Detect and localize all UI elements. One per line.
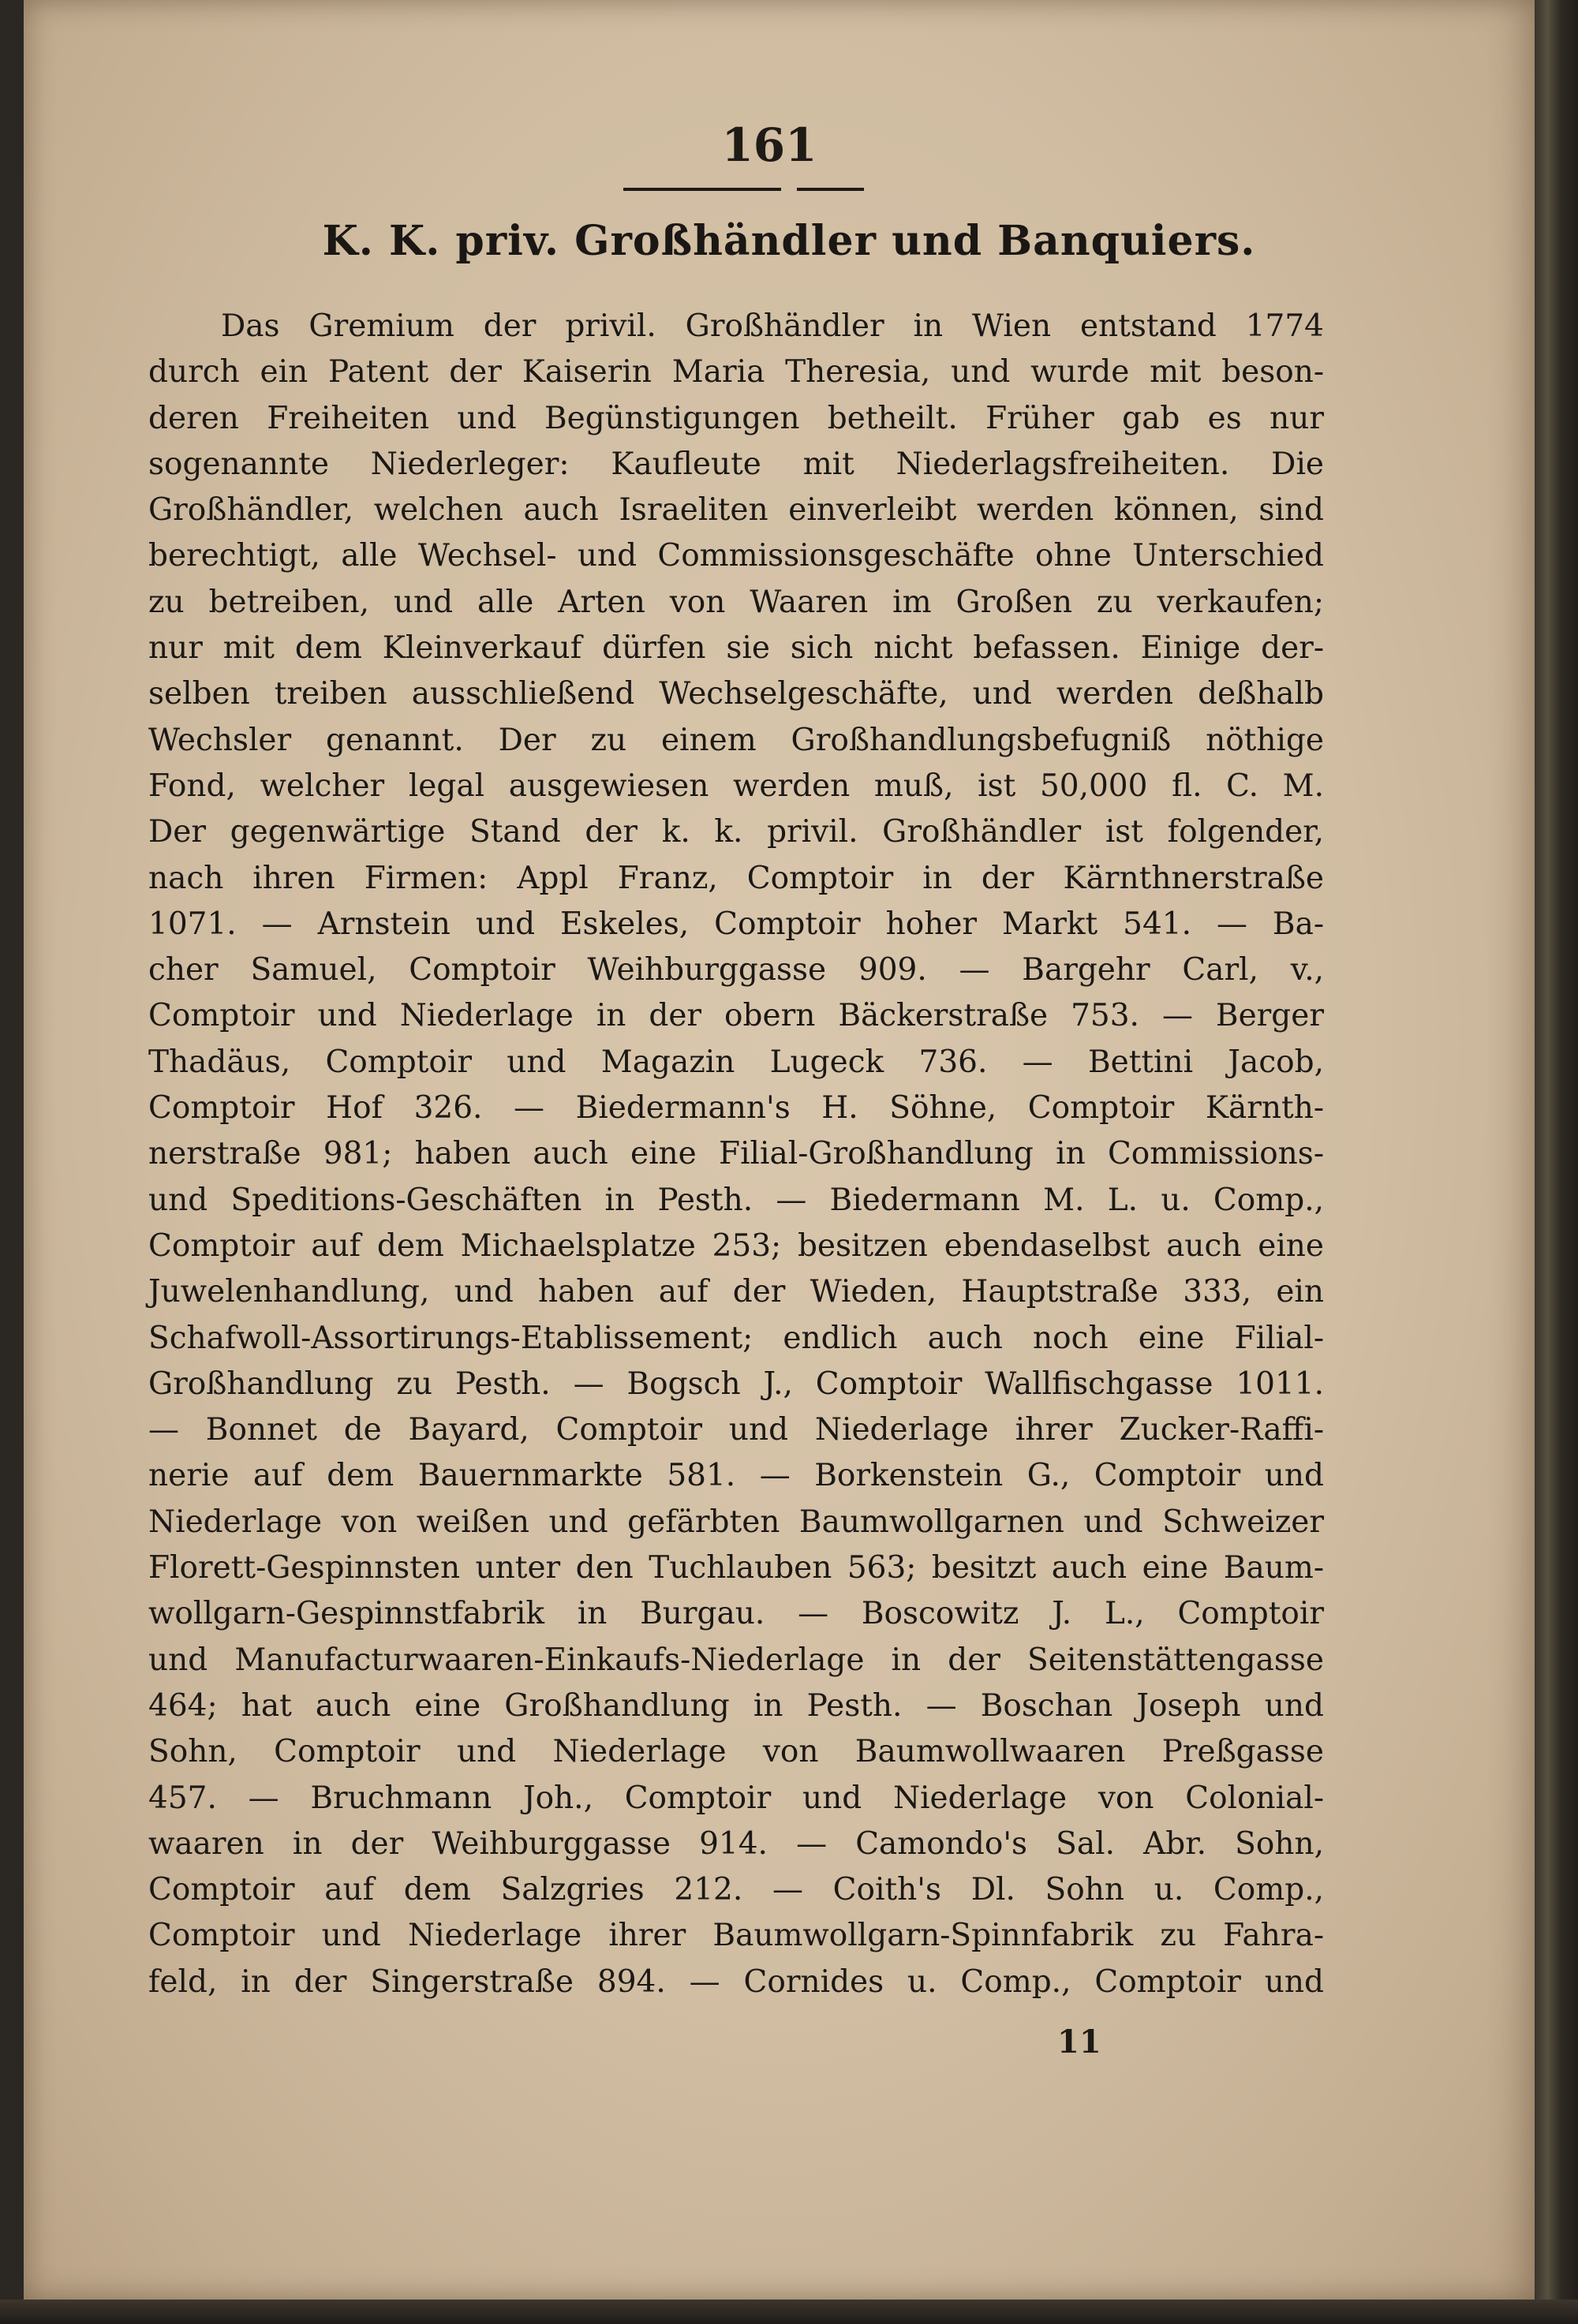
section-heading: K. K. priv. Großhändler und Banquiers.	[322, 217, 1256, 265]
text-line: nerstraße 981; haben auch eine Filial-Großhandlung in Commissions-	[148, 1136, 1324, 1172]
header-rule-left	[623, 188, 781, 191]
text-line: Sohn, Comptoir und Niederlage von Baumwollwaaren Preßgasse	[148, 1734, 1324, 1770]
text-line: feld, in der Singerstraße 894. — Cornides u. Comp., Comptoir und	[148, 1963, 1324, 2000]
book-edge-bottom	[0, 2300, 1578, 2324]
text-line: Wechsler genannt. Der zu einem Großhandlungsbefugniß nöthige	[148, 722, 1324, 758]
text-line: nur mit dem Kleinverkauf dürfen sie sich nicht befassen. Einige der-	[148, 630, 1324, 667]
text-line: 1071. — Arnstein und Eskeles, Comptoir hoher Markt 541. — Ba-	[148, 906, 1324, 942]
text-line: Schafwoll-Assortirungs-Etablissement; endlich auch noch eine Filial-	[148, 1320, 1324, 1356]
text-line: Juwelenhandlung, und haben auf der Wieden, Hauptstraße 333, ein	[148, 1274, 1324, 1310]
text-line: cher Samuel, Comptoir Weihburggasse 909. — Bargehr Carl, v.,	[148, 952, 1324, 988]
text-line: sogenannte Niederleger: Kaufleute mit Niederlagsfreiheiten. Die	[148, 446, 1324, 482]
text-line: 464; hat auch eine Großhandlung in Pesth. — Boschan Joseph und	[148, 1687, 1324, 1724]
header-rule-right	[797, 188, 864, 191]
text-line: Comptoir auf dem Michaelsplatze 253; besitzen ebendaselbst auch eine	[148, 1227, 1324, 1264]
book-edge-right	[1535, 0, 1578, 2324]
text-line: Comptoir auf dem Salzgries 212. — Coith's Dl. Sohn u. Comp.,	[148, 1872, 1324, 1908]
text-line: und Speditions-Geschäften in Pesth. — Biedermann M. L. u. Comp.,	[148, 1182, 1324, 1218]
text-line: waaren in der Weihburggasse 914. — Camondo's Sal. Abr. Sohn,	[148, 1825, 1324, 1862]
text-line: Großhandlung zu Pesth. — Bogsch J., Comptoir Wallfischgasse 1011.	[148, 1366, 1324, 1402]
signature-mark: 11	[1057, 2023, 1101, 2061]
text-line: zu betreiben, und alle Arten von Waaren im Großen zu verkaufen;	[148, 584, 1324, 620]
text-line: Florett-Gespinnsten unter den Tuchlauben 563; besitzt auch eine Baum-	[148, 1550, 1324, 1586]
text-line: Großhändler, welchen auch Israeliten einverleibt werden können, sind	[148, 492, 1324, 529]
text-line: 457. — Bruchmann Joh., Comptoir und Niederlage von Colonial-	[148, 1780, 1324, 1816]
text-line: wollgarn-Gespinnstfabrik in Burgau. — Boscowitz J. L., Comptoir	[148, 1596, 1324, 1632]
text-line: durch ein Patent der Kaiserin Maria Theresia, und wurde mit beson-	[148, 354, 1324, 390]
text-line: berechtigt, alle Wechsel- und Commissionsgeschäfte ohne Unterschied	[148, 538, 1324, 574]
text-line: nach ihren Firmen: Appl Franz, Comptoir in der Kärnthnerstraße	[148, 860, 1324, 896]
text-line: Comptoir Hof 326. — Biedermann's H. Söhne, Comptoir Kärnth-	[148, 1090, 1324, 1127]
text-line: nerie auf dem Bauernmarkte 581. — Borkenstein G., Comptoir und	[148, 1458, 1324, 1494]
text-line: selben treiben ausschließend Wechselgeschäfte, und werden deßhalb	[148, 676, 1324, 712]
text-line: Thadäus, Comptoir und Magazin Lugeck 736. — Bettini Jacob,	[148, 1044, 1324, 1080]
text-line: — Bonnet de Bayard, Comptoir und Niederlage ihrer Zucker-Raffi-	[148, 1412, 1324, 1448]
text-line: und Manufacturwaaren-Einkaufs-Niederlage in der Seitenstättengasse	[148, 1642, 1324, 1678]
page-number: 161	[721, 118, 817, 172]
text-line: Comptoir und Niederlage in der obern Bäckerstraße 753. — Berger	[148, 998, 1324, 1034]
body-paragraph	[148, 304, 1324, 2005]
text-line: Comptoir und Niederlage ihrer Baumwollgarn-Spinnfabrik zu Fahra-	[148, 1918, 1324, 1954]
text-line: Das Gremium der privil. Großhändler in Wien entstand 1774	[221, 308, 1324, 344]
text-line: deren Freiheiten und Begünstigungen betheilt. Früher gab es nur	[148, 400, 1324, 436]
text-line: Fond, welcher legal ausgewiesen werden muß, ist 50,000 fl. C. M.	[148, 768, 1324, 804]
text-line: Niederlage von weißen und gefärbten Baumwollgarnen und Schweizer	[148, 1504, 1324, 1540]
text-line: Der gegenwärtige Stand der k. k. privil. Großhändler ist folgender,	[148, 814, 1324, 850]
